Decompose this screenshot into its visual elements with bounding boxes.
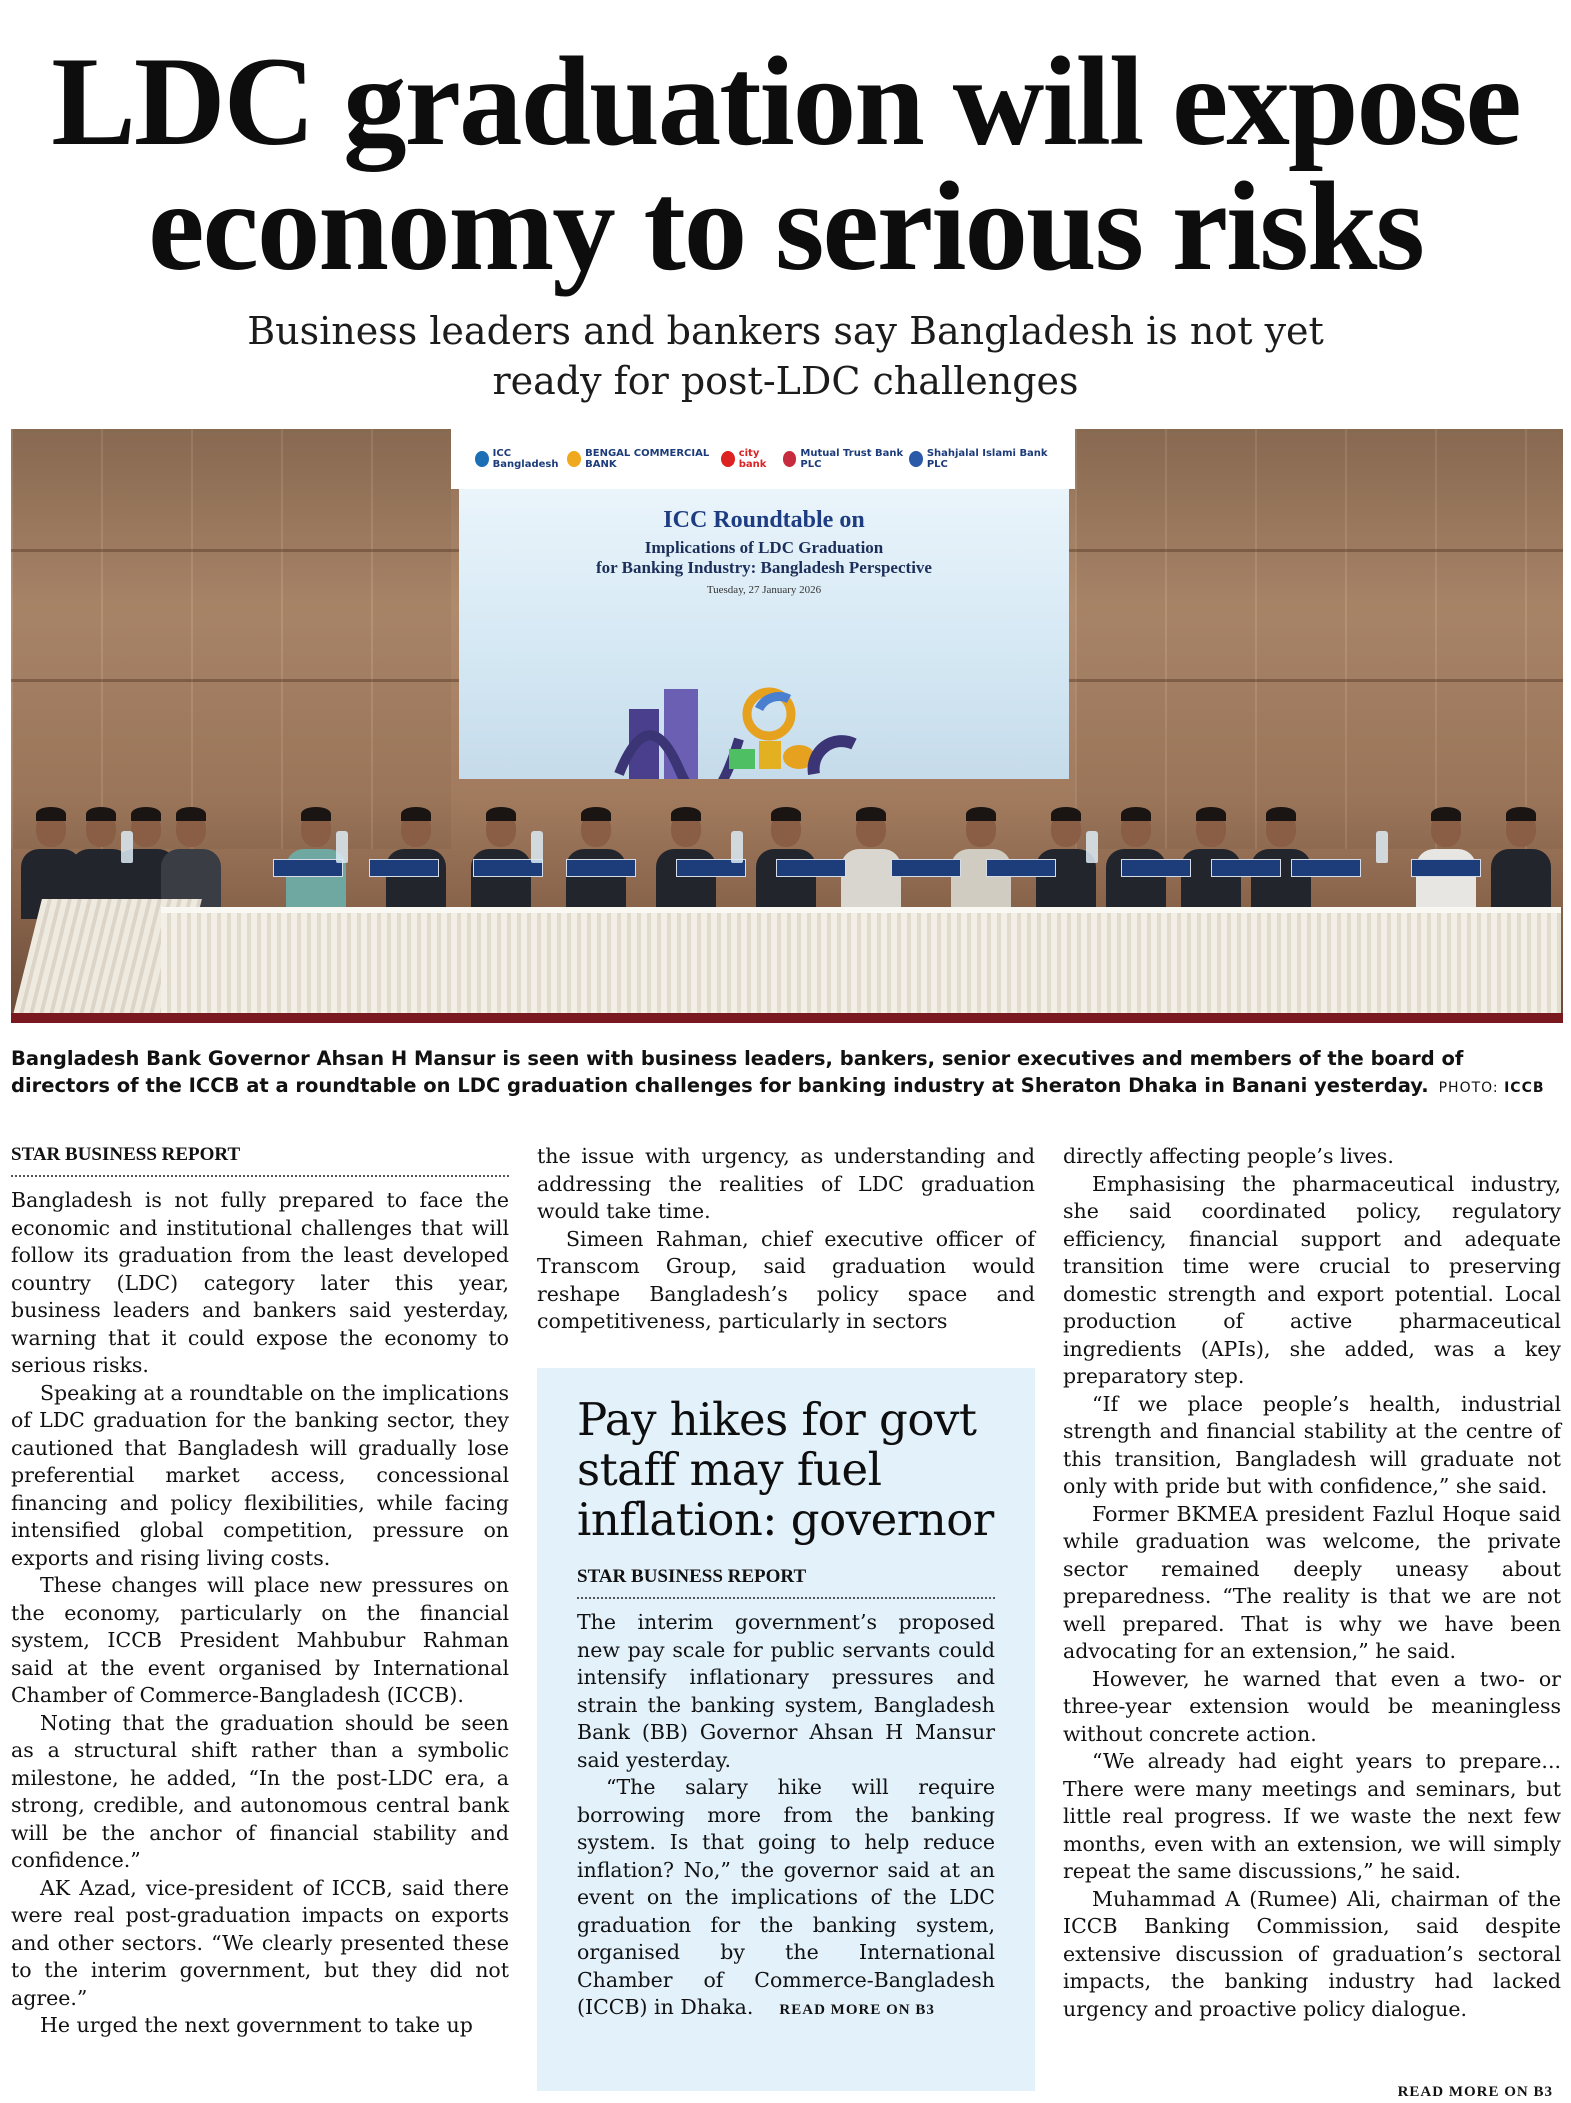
subheadline (0, 306, 1571, 406)
sponsor-banner (451, 429, 1075, 489)
icc-logo-icon (475, 451, 489, 467)
article-paragraph: AK Azad, vice-president of ICCB, said there were real post-graduation impacts on exports and other sectors. “We clearly presented these to the interim government, but they did not agree.” (11, 1875, 509, 2010)
article-paragraph: directly affecting people’s lives. (1063, 1144, 1394, 1168)
nameplate (566, 859, 636, 877)
screen-title: ICC Roundtable on (663, 507, 865, 533)
article-paragraph: These changes will place new pressures on the economy, particularly on the financial system, ICCB President Mahbubur Rahman said at the event organised by International Chamber of Commerce-Bangladesh (ICCB). (11, 1573, 509, 1707)
caption-text: Bangladesh Bank Governor Ahsan H Mansur is seen with business leaders, bankers, senior executives and members of the board of directors of the ICCB at a roundtable on LDC graduation challenges for banking industry at Sheraton Dhaka in Banani yesterday. (11, 1047, 1464, 1097)
sponsor-logo: Shahjalal Islami Bank PLC (909, 448, 1051, 470)
water-bottle (336, 831, 348, 863)
nameplate (369, 859, 439, 877)
headline-line-1: LDC graduation will expose (51, 32, 1520, 172)
water-bottle (531, 831, 543, 863)
article-paragraph: “We already had eight years to prepare... There were many meetings and seminars, but little real progress. If we waste the next few months, even with an extension, we will simply repeat the same discussions,” he said. (1063, 1749, 1561, 1883)
nameplate (273, 859, 343, 877)
sidebar-paragraph: The interim government’s proposed new pay scale for public servants could intensify inflationary pressures and strain the banking system, Bangladesh Bank (BB) Governor Ahsan H Mansur said yesterday. (577, 1610, 995, 1772)
article-paragraph: Bangladesh is not fully prepared to face the economic and institutional challenges that will follow its graduation from the least developed country (LDC) category later this year, business leaders and bankers said yesterday, warning that it could expose the economy to serious risks. (11, 1188, 509, 1377)
subhead-line-1: Business leaders and bankers say Bangladesh is not yet (247, 309, 1324, 353)
article-paragraph: He urged the next government to take up (40, 2013, 473, 2037)
article-paragraph: the issue with urgency, as understanding and addressing the realities of LDC graduation would take time. (537, 1144, 1035, 1223)
screen-subtitle: Implications of LDC Graduation for Banking Industry: Bangladesh Perspective (596, 538, 932, 577)
article-column-3 (1063, 1143, 1561, 2099)
sidebar-paragraph: “The salary hike will require borrowing more from the banking system. Is that going to help reduce inflation? No,” the governor said at an event on the implications of the LDC graduation for the banking system, organised by the International Chamber of Commerce-Bangladesh (ICCB) in Dhaka. READ MORE ON B3 (577, 1775, 995, 2019)
attendees (11, 769, 1563, 919)
projection-screen (459, 489, 1069, 779)
event-photo (11, 429, 1563, 1023)
table-cloth (161, 907, 1561, 1023)
nameplate (1121, 859, 1191, 877)
article-paragraph: Former BKMEA president Fazlul Hoque said while graduation was welcome, the private sector remained deeply uneasy about preparedness. “The reality is that we are not well prepared. That is why we have been advocating for an extension,” he said. (1063, 1501, 1561, 1663)
water-bottle (731, 831, 743, 863)
water-bottle (1376, 831, 1388, 863)
nameplate (1411, 859, 1481, 877)
nameplate (1291, 859, 1361, 877)
sidebar-story (537, 1368, 1035, 2091)
headline-line-2: economy to serious risks (148, 157, 1423, 297)
water-bottle (121, 831, 133, 863)
nameplate (1211, 859, 1281, 877)
mtb-logo-icon (783, 451, 797, 467)
sibl-logo-icon (909, 451, 923, 467)
screen-date: Tuesday, 27 January 2026 (706, 584, 822, 596)
headline (0, 32, 1571, 297)
bcb-logo-icon (567, 451, 581, 467)
subhead-line-2: ready for post-LDC challenges (492, 359, 1079, 403)
nameplate (986, 859, 1056, 877)
sponsor-logo: Mutual Trust Bank PLC (783, 448, 909, 470)
article-paragraph: “If we place people’s health, industrial strength and financial stability at the centre of this transition, Bangladesh will graduate not only with pride but with confidence,” she said. (1063, 1391, 1561, 1498)
photo-caption (11, 1045, 1563, 1102)
article-paragraph: However, he warned that even a two- or three-year extension would be meaningless without concrete action. (1063, 1666, 1561, 1746)
main-read-more-link[interactable]: READ MORE ON B3 (1397, 2084, 1553, 2100)
sponsor-logo: city bank (721, 448, 783, 470)
article-paragraph: Muhammad A (Rumee) Ali, chairman of the ICCB Banking Commission, said despite extensive discussion of graduation’s sectoral impacts, the banking industry had lacked urgency and proactive policy dialogue. (1063, 1886, 1561, 2021)
article-paragraph: Speaking at a roundtable on the implications of LDC graduation for the banking sector, they cautioned that Bangladesh will gradually lose preferential market access, concessional financing and policy flexibilities, while facing intensified global competition, pressure on exports and rising living costs. (11, 1380, 509, 1570)
article-column-2 (537, 1143, 1035, 1336)
nameplate (891, 859, 961, 877)
sponsor-logo: BENGAL COMMERCIAL BANK (567, 448, 721, 470)
article-paragraph: Emphasising the pharmaceutical industry, she said coordinated policy, regulatory efficiency, financial support and adequate transition time were crucial to preserving domestic strength and export potential. Local production of active pharmaceutical ingredients (APIs), she added, was a key preparatory step. (1063, 1171, 1561, 1388)
nameplate (776, 859, 846, 877)
sidebar-byline: STAR BUSINESS REPORT (577, 1565, 995, 1599)
finance-chart-illustration-icon (609, 679, 909, 779)
sidebar-headline[interactable]: Pay hikes for govt staff may fuel inflation: governor (577, 1393, 994, 1546)
photo-credit: PHOTO: ICCB (1438, 1080, 1545, 1096)
article-column-1 (11, 1143, 509, 2040)
water-bottle (1086, 831, 1098, 863)
sponsor-logo: ICC Bangladesh (475, 448, 567, 470)
attendee-figure (1491, 811, 1551, 919)
article-paragraph: Simeen Rahman, chief executive officer of Transcom Group, said graduation would reshape Bangladesh’s policy space and competitiveness, particularly in sectors (537, 1226, 1035, 1333)
sidebar-read-more-link[interactable]: READ MORE ON B3 (779, 2002, 935, 2018)
article-byline: STAR BUSINESS REPORT (11, 1143, 509, 1177)
city-bank-logo-icon (721, 451, 735, 467)
article-paragraph: Noting that the graduation should be seen as a structural shift rather than a symbolic milestone, he added, “In the post-LDC era, a strong, credible, and autonomous central bank will be the anchor of financial stability and confidence.” (11, 1710, 509, 1872)
carpet (11, 1013, 1563, 1023)
